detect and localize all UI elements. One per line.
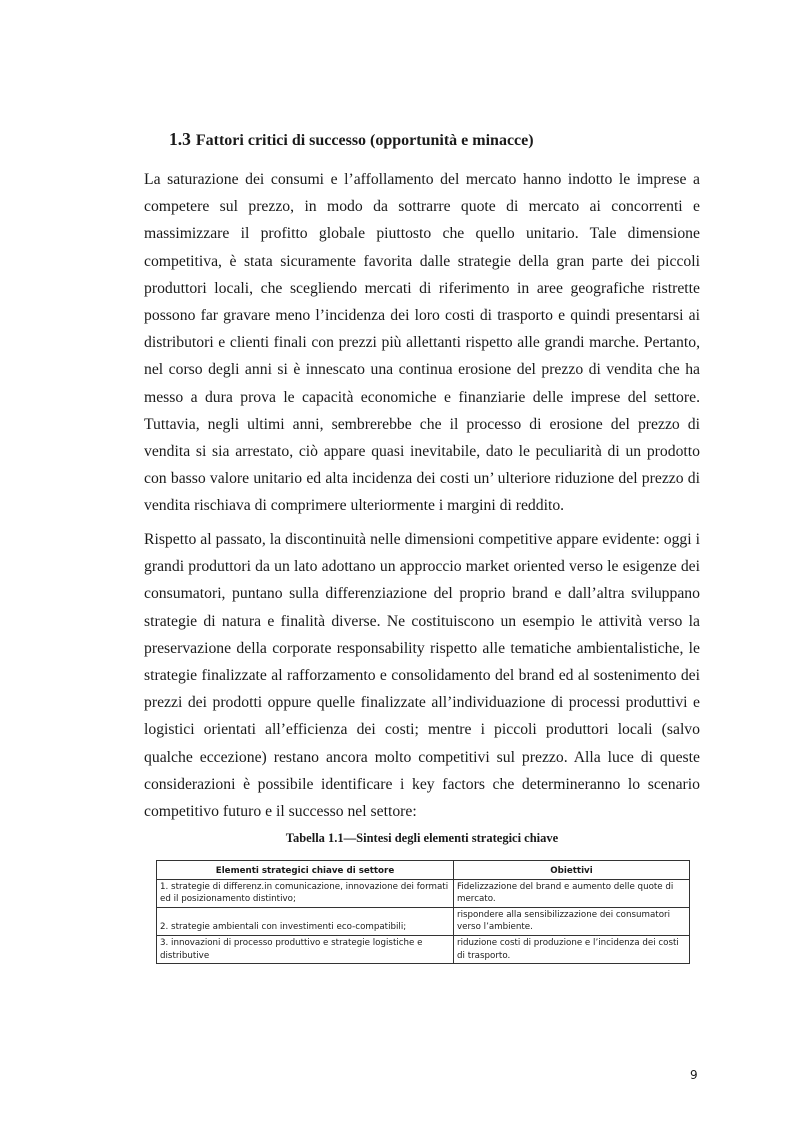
header-objectives: Obiettivi <box>454 861 690 880</box>
table-cell: rispondere alla sensibilizzazione dei consumatori verso l’ambiente. <box>454 907 690 935</box>
header-elements: Elementi strategici chiave di settore <box>157 861 454 880</box>
section-number: 1.3 <box>169 129 191 150</box>
section-title: Fattori critici di successo (opportunità e minacce) <box>195 132 534 150</box>
table-header-row <box>157 861 690 880</box>
table-cell: Fidelizzazione del brand e aumento delle quote di mercato. <box>454 879 690 907</box>
paragraph-text: Rispetto al passato, la discontinuità nelle dimensioni competitive appare evidente: oggi i grandi produttori da un lato adottano un approccio market oriented verso le esigenze dei consumatori, puntano sulla differenziazione del proprio brand e dall’altra sviluppano strategie di natura e finalità diverse. Ne costituiscono un esempio le attività verso la preservazione della corporate responsability rispetto alle tematiche ambientalistiche, le strategie finalizzate al rafforzamento e consolidamento del brand ed al sostenimento dei prezzi dei prodotti oppure quelle finalizzate all’individuazione di processi produttivi e logistici orientati all’efficienza dei costi; mentre i piccoli produttori locali (salvo qualche eccezione) restano ancora molto competitivi sul prezzo. Alla luce di queste considerazioni è possibile identificare i key factors che determineranno lo scenario competitivo futuro e il successo nel settore: <box>144 531 700 821</box>
body-paragraph-2 <box>144 526 700 825</box>
strategic-elements-table <box>156 860 689 964</box>
body-paragraph-1 <box>144 166 700 520</box>
table-cell: riduzione costi di produzione e l’incidenza dei costi di trasporto. <box>454 935 690 963</box>
section-heading <box>169 129 534 150</box>
table-cell: 3. innovazioni di processo produttivo e strategie logistiche e distributive <box>157 935 454 963</box>
page-number: 9 <box>690 1068 698 1082</box>
paragraph-text: La saturazione dei consumi e l’affollamento del mercato hanno indotto le imprese a competere sul prezzo, in modo da sottrarre quote di mercato ai concorrenti e massimizzare il profitto globale piuttosto che quello unitario. Tale dimensione competitiva, è stata sicuramente favorita dalle strategie della gran parte dei piccoli produttori locali, che scegliendo mercati di riferimento in aree geografiche ristrette possono far gravare meno l’incidenza dei loro costi di trasporto e quindi presentarsi ai distributori e clienti finali con prezzi più allettanti rispetto alle grandi marche. Pertanto, nel corso degli anni si è innescato una continua erosione del prezzo di vendita che ha messo a dura prova le capacità economiche e finanziarie delle imprese del settore. Tuttavia, negli ultimi anni, sembrerebbe che il processo di erosione del prezzo di vendita si sia arrestato, ciò appare quasi inevitabile, dato le peculiarità di un prodotto con basso valore unitario ed alta incidenza dei costi un’ ulteriore riduzione del prezzo di vendita rischiava di comprimere ulteriormente i margini di reddito. <box>144 171 700 515</box>
table-cell: 1. strategie di differenz.in comunicazione, innovazione dei formati ed il posizionamento distintivo; <box>157 879 454 907</box>
table-row <box>157 907 690 935</box>
table-row <box>157 879 690 907</box>
table-cell: 2. strategie ambientali con investimenti eco-compatibili; <box>157 907 454 935</box>
table-row <box>157 935 690 963</box>
table-caption: Tabella 1.1—Sintesi degli elementi strategici chiave <box>285 831 559 845</box>
